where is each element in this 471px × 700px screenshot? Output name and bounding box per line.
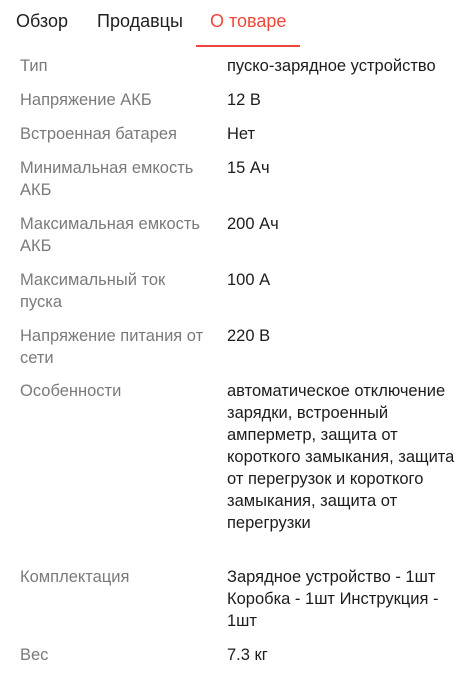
spec-value: 7.3 кг [227, 646, 268, 664]
spec-value: пуско-зарядное устройство [227, 57, 436, 75]
spec-label: Максимальный ток пуска [20, 271, 166, 311]
spec-label: Особенности [20, 382, 122, 400]
spec-value: 12 В [227, 91, 261, 109]
spec-label: Минимальная емкость АКБ [20, 159, 194, 199]
tab-sellers[interactable]: Продавцы [97, 11, 183, 31]
spec-value: Нет [227, 125, 256, 143]
tab-bar [0, 0, 471, 50]
spec-label: Максимальная емкость АКБ [20, 215, 201, 255]
tab-overview[interactable]: Обзор [16, 11, 68, 31]
spec-value: 220 В [227, 327, 271, 345]
spec-label: Напряжение питания от сети [20, 327, 204, 367]
spec-value: автоматическое отключение зарядки, встроенный амперметр, защита от короткого замыкания, защита от перегрузок и короткого замыкания, защита от перегрузки [227, 382, 455, 532]
active-tab-indicator [196, 45, 300, 47]
spec-label: Встроенная батарея [20, 125, 177, 143]
spec-label: Тип [20, 57, 48, 75]
spec-label: Вес [20, 646, 49, 664]
spec-value: Зарядное устройство - 1шт Коробка - 1шт Инструкция - 1шт [227, 568, 439, 630]
spec-value: 15 Ач [227, 159, 270, 177]
spec-value: 200 Ач [227, 215, 279, 233]
spec-label: Комплектация [20, 568, 130, 586]
spec-value: 100 А [227, 271, 271, 289]
spec-label: Напряжение АКБ [20, 91, 152, 109]
tab-about-product[interactable]: О товаре [210, 11, 287, 31]
